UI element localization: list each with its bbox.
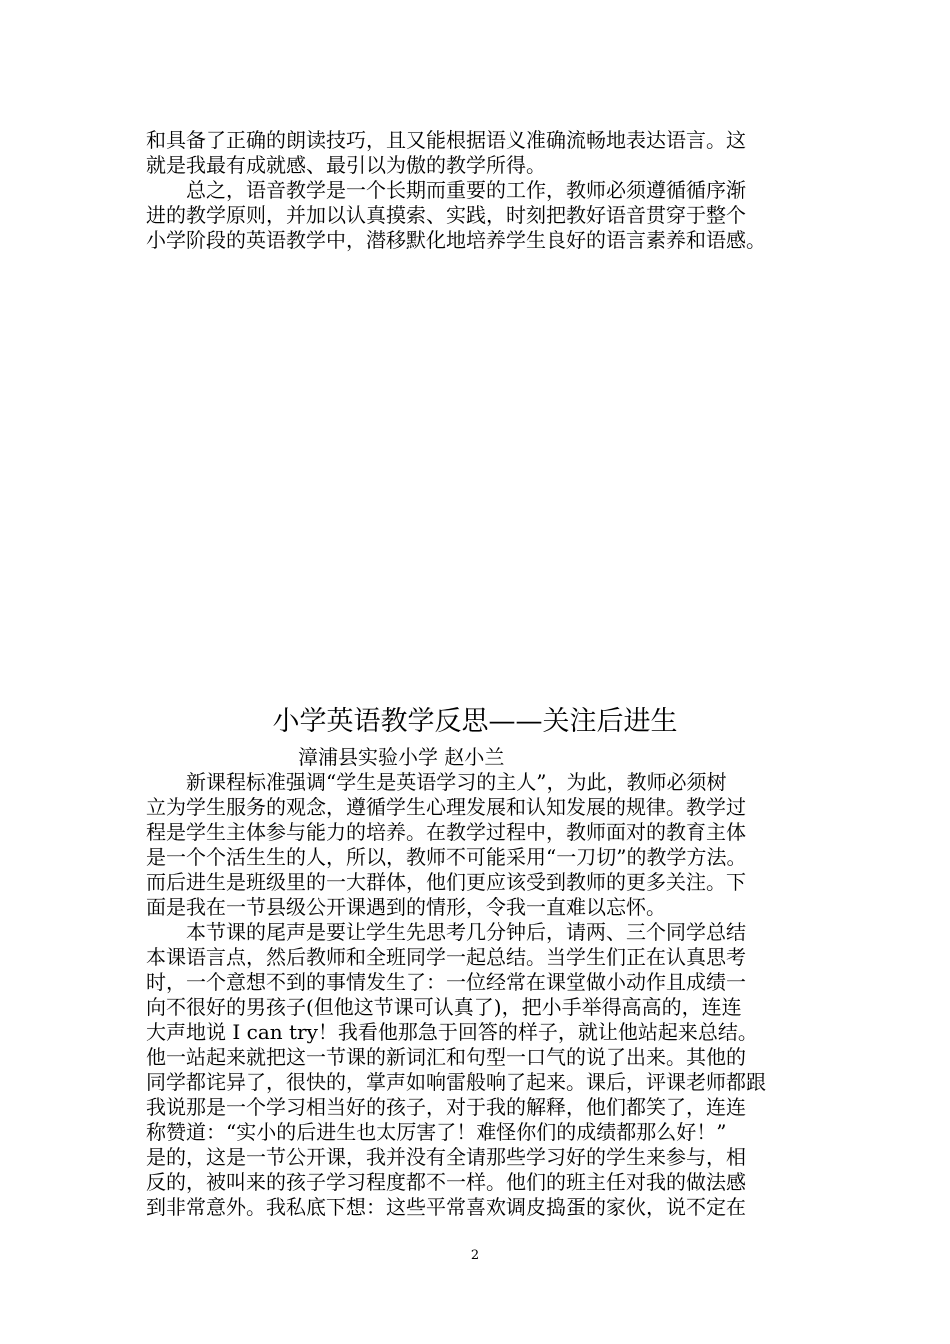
text-line: 我说那是一个学习相当好的孩子，对于我的解释，他们都笑了，连连 (146, 1095, 746, 1119)
text-line: 称赞道：“实小的后进生也太厉害了！难怪你们的成绩都那么好！” (146, 1120, 727, 1144)
article-body (146, 770, 812, 1220)
text-line: 小学阶段的英语教学中，潜移默化地培养学生良好的语言素养和语感。 (146, 228, 766, 252)
text-line: 是一个个活生生的人，所以，教师不可能采用“一刀切”的教学方法。 (146, 845, 747, 869)
text-line: 面是我在一节县级公开课遇到的情形，令我一直难以忘怀。 (146, 895, 666, 919)
text-line: 向不很好的男孩子(但他这节课可认真了)，把小手举得高高的，连连 (146, 995, 742, 1019)
text-line: 而后进生是班级里的一大群体，他们更应该受到教师的更多关注。下 (146, 870, 746, 894)
text-line: 就是我最有成就感、最引以为傲的教学所得。 (146, 153, 546, 177)
text-line: 总之，语音教学是一个长期而重要的工作，教师必须遵循循序渐 (186, 178, 746, 202)
text-line: 反的，被叫来的孩子学习程度都不一样。他们的班主任对我的做法感 (146, 1170, 746, 1194)
text-line: 他一站起来就把这一节课的新词汇和句型一口气的说了出来。其他的 (146, 1045, 746, 1069)
text-line: 立为学生服务的观念，遵循学生心理发展和认知发展的规律。教学过 (146, 795, 746, 819)
text-line: 进的教学原则，并加以认真摸索、实践，时刻把教好语音贯穿于整个 (146, 203, 746, 227)
text-line: 程是学生主体参与能力的培养。在教学过程中，教师面对的教育主体 (146, 820, 746, 844)
author-byline: 漳浦县实验小学 赵小兰 (298, 745, 505, 769)
text-line: 本课语言点，然后教师和全班同学一起总结。当学生们正在认真思考 (146, 945, 746, 969)
text-line: 本节课的尾声是要让学生先思考几分钟后，请两、三个同学总结 (186, 920, 746, 944)
text-line: 到非常意外。我私底下想：这些平常喜欢调皮捣蛋的家伙，说不定在 (146, 1195, 746, 1219)
text-line: 同学都诧异了，很快的，掌声如响雷般响了起来。课后，评课老师都跟 (146, 1070, 766, 1094)
text-line: 新课程标准强调“学生是英语学习的主人”，为此，教师必须树 (186, 770, 727, 794)
article-title: 小学英语教学反思——关注后进生 (272, 706, 678, 737)
text-line: 和具备了正确的朗读技巧，且又能根据语义准确流畅地表达语言。这 (146, 128, 746, 152)
paragraph-block-top (146, 128, 812, 253)
page-number: 2 (470, 1248, 480, 1263)
text-line: 是的，这是一节公开课，我并没有全请那些学习好的学生来参与，相 (146, 1145, 746, 1169)
text-line: 时，一个意想不到的事情发生了：一位经常在课堂做小动作且成绩一 (146, 970, 746, 994)
text-line: 大声地说 I can try！我看他那急于回答的样子，就让他站起来总结。 (146, 1020, 758, 1044)
